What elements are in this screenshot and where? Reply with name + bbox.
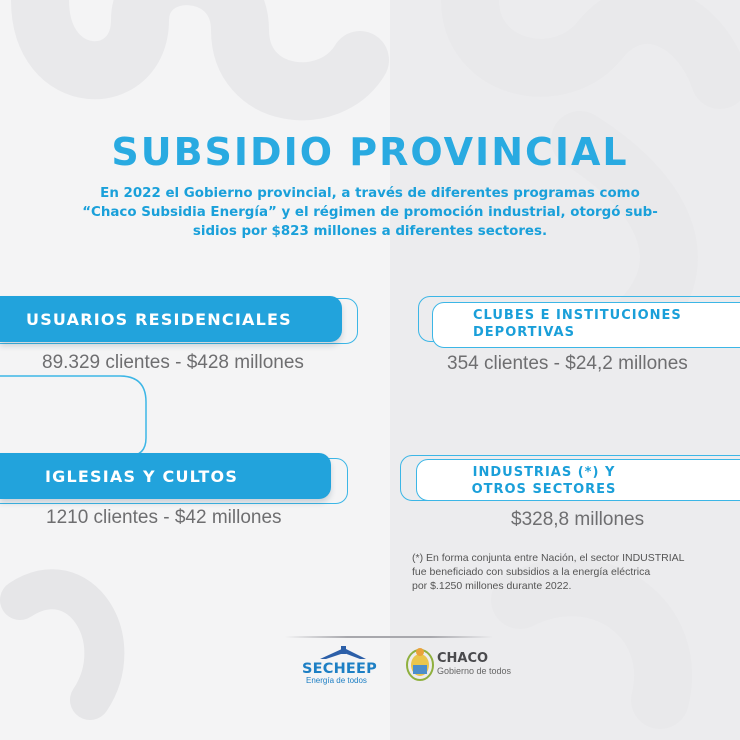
page-title: SUBSIDIO PROVINCIAL — [111, 130, 629, 174]
intro-line-3: sidios por $823 millones a diferentes sectores. — [192, 224, 548, 239]
iglesias-label — [0, 453, 331, 499]
intro-line-1: En 2022 el Gobierno provincial, a través de diferentes programas como — [100, 186, 640, 201]
secheep-name: SECHEEP — [302, 661, 377, 677]
industrias-label — [416, 459, 740, 501]
clubes-label — [432, 302, 740, 348]
chaco-logo — [405, 646, 525, 686]
residenciales-label-text: USUARIOS RESIDENCIALES — [26, 309, 292, 329]
industrias-label-line-1: INDUSTRIAS (*) Y — [472, 465, 616, 480]
iglesias-stat: 1210 clientes - $42 millones — [46, 507, 282, 528]
clubes-label-line-2: DEPORTIVAS — [473, 325, 575, 340]
secheep-logo — [300, 645, 378, 685]
iglesias-label-text: IGLESIAS Y CULTOS — [45, 466, 239, 486]
chaco-name: CHACO — [437, 651, 489, 666]
footnote-line-2: fue beneficiado con subsidios a la energía eléctrica — [412, 566, 651, 578]
industrias-stat: $328,8 millones — [511, 509, 645, 530]
residenciales-label — [0, 296, 342, 342]
clubes-label-line-1: CLUBES E INSTITUCIONES — [473, 308, 682, 323]
logo-divider — [285, 636, 493, 638]
residenciales-stat: 89.329 clientes - $428 millones — [42, 352, 304, 373]
chaco-tagline: Gobierno de todos — [437, 666, 512, 676]
footnote-line-1: (*) En forma conjunta entre Nación, el sector INDUSTRIAL — [412, 552, 685, 564]
chaco-shield-icon — [405, 646, 435, 682]
industrias-label-line-2: OTROS SECTORES — [471, 482, 617, 497]
secheep-tagline: Energía de todos — [306, 676, 367, 685]
intro-line-2: “Chaco Subsidia Energía” y el régimen de promoción industrial, otorgó sub- — [82, 205, 658, 220]
clubes-stat: 354 clientes - $24,2 millones — [447, 353, 688, 374]
footnote — [412, 551, 732, 593]
footnote-line-3: por $.1250 millones durante 2022. — [412, 580, 572, 592]
